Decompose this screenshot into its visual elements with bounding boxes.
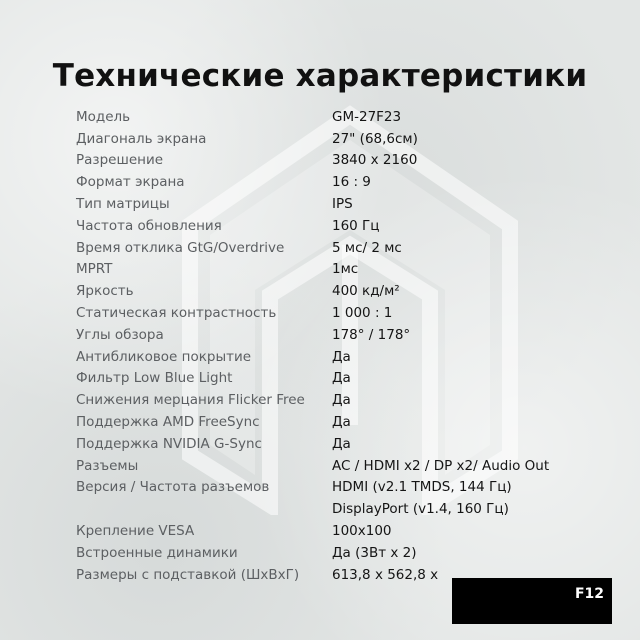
spec-value: Да bbox=[332, 370, 351, 387]
spec-value: 400 кд/м² bbox=[332, 283, 400, 300]
spec-value: 5 мс/ 2 мс bbox=[332, 239, 402, 256]
spec-value: 16 : 9 bbox=[332, 174, 371, 191]
spec-label: Антибликовое покрытие bbox=[76, 348, 252, 365]
spec-label: Статическая контрастность bbox=[76, 305, 277, 322]
spec-value: IPS bbox=[332, 196, 353, 213]
spec-value: Да bbox=[332, 348, 351, 365]
spec-label: Поддержка AMD FreeSync bbox=[76, 414, 260, 431]
spec-row bbox=[76, 215, 616, 237]
spec-row bbox=[76, 477, 616, 499]
spec-row bbox=[76, 128, 616, 150]
spec-label: Снижения мерцания Flicker Free bbox=[76, 392, 305, 409]
spec-value: DisplayPort (v1.4, 160 Гц) bbox=[332, 501, 509, 518]
spec-row bbox=[76, 542, 616, 564]
spec-label: Размеры с подставкой (ШхВхГ) bbox=[76, 566, 300, 583]
spec-label: Разъемы bbox=[76, 457, 139, 474]
spec-label: Углы обзора bbox=[76, 326, 164, 343]
spec-value: 27" (68,6см) bbox=[332, 130, 418, 147]
spec-label: Фильтр Low Blue Light bbox=[76, 370, 233, 387]
spec-value: 160 Гц bbox=[332, 217, 380, 234]
brand-badge bbox=[452, 578, 612, 624]
spec-value: 3840 x 2160 bbox=[332, 152, 418, 169]
spec-row bbox=[76, 193, 616, 215]
spec-row bbox=[76, 150, 616, 172]
spec-row bbox=[76, 389, 616, 411]
spec-row bbox=[76, 237, 616, 259]
spec-table bbox=[76, 106, 616, 586]
spec-row bbox=[76, 498, 616, 520]
spec-row bbox=[76, 259, 616, 281]
spec-value: 1 000 : 1 bbox=[332, 305, 393, 322]
spec-label: Тип матрицы bbox=[76, 196, 170, 213]
spec-row bbox=[76, 411, 616, 433]
spec-row bbox=[76, 302, 616, 324]
spec-row bbox=[76, 280, 616, 302]
spec-label: Время отклика GtG/Overdrive bbox=[76, 239, 285, 256]
spec-value: 613,8 x 562,8 x bbox=[332, 566, 439, 583]
spec-label: Формат экрана bbox=[76, 174, 185, 191]
spec-value: 178° / 178° bbox=[332, 326, 411, 343]
spec-label: Яркость bbox=[76, 283, 134, 300]
spec-label: Крепление VESA bbox=[76, 523, 195, 540]
spec-value: Да bbox=[332, 435, 351, 452]
spec-label: Модель bbox=[76, 108, 131, 125]
spec-row bbox=[76, 520, 616, 542]
spec-label: Версия / Частота разъемов bbox=[76, 479, 270, 496]
spec-label: Разрешение bbox=[76, 152, 164, 169]
spec-value: 1мс bbox=[332, 261, 359, 278]
spec-value: Да bbox=[332, 414, 351, 431]
spec-row bbox=[76, 368, 616, 390]
spec-value: HDMI (v2.1 TMDS, 144 Гц) bbox=[332, 479, 512, 496]
spec-label: Встроенные динамики bbox=[76, 544, 238, 561]
spec-value: Да bbox=[332, 392, 351, 409]
spec-value: 100x100 bbox=[332, 523, 392, 540]
spec-label: MPRT bbox=[76, 261, 113, 278]
spec-label: Частота обновления bbox=[76, 217, 222, 234]
spec-value: Да (3Вт x 2) bbox=[332, 544, 417, 561]
spec-row bbox=[76, 455, 616, 477]
spec-row bbox=[76, 324, 616, 346]
spec-row bbox=[76, 171, 616, 193]
spec-label: Диагональ экрана bbox=[76, 130, 207, 147]
spec-row bbox=[76, 106, 616, 128]
spec-value: GM-27F23 bbox=[332, 108, 402, 125]
page-title: Технические характеристики bbox=[52, 58, 588, 94]
badge-text: F12 bbox=[574, 586, 604, 602]
spec-row bbox=[76, 433, 616, 455]
spec-row bbox=[76, 346, 616, 368]
spec-label: Поддержка NVIDIA G-Sync bbox=[76, 435, 262, 452]
spec-value: AC / HDMI x2 / DP x2/ Audio Out bbox=[332, 457, 550, 474]
